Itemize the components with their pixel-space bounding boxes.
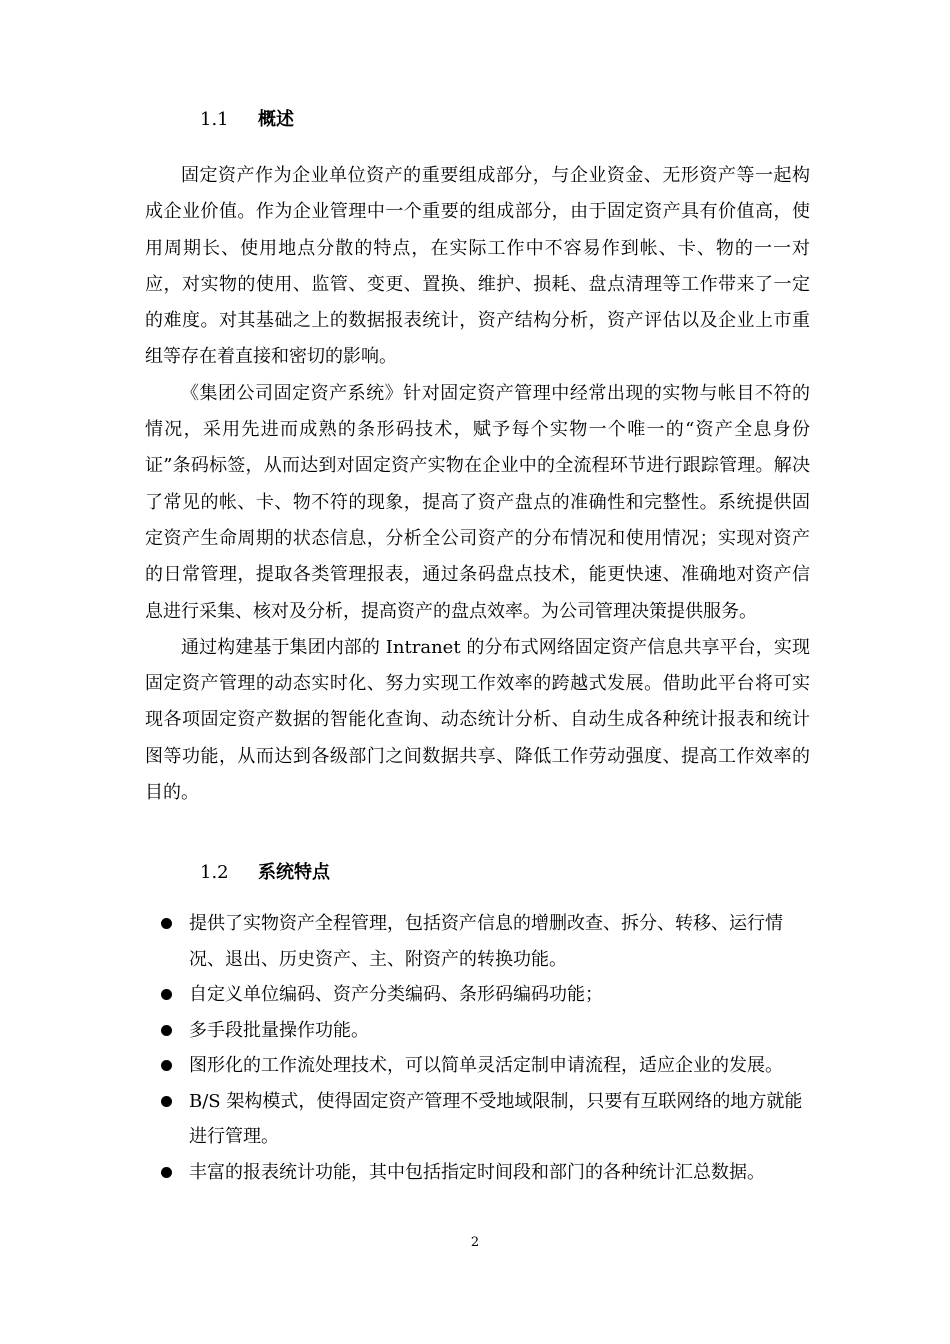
section-title: 系统特点 bbox=[258, 862, 330, 883]
paragraph: 通过构建基于集团内部的 Intranet 的分布式网络固定资产信息共享平台，实现固定资产管理的动态实时化、努力实现工作效率的跨越式发展。借助此平台将可实现各项固定资产数据的智能化查询、动态统计分析、自动生成各种统计报表和统计图等功能，从而达到各级部门之间数据共享、降低工作劳动强度、提高工作效率的目的。 bbox=[145, 636, 810, 804]
list-item bbox=[145, 906, 810, 977]
feature-list bbox=[145, 906, 810, 1190]
section-heading-overview bbox=[200, 107, 294, 133]
list-item bbox=[145, 977, 810, 1013]
list-item-text: 丰富的报表统计功能，其中包括指定时间段和部门的各种统计汇总数据。 bbox=[189, 1161, 765, 1183]
overview-body bbox=[145, 158, 810, 811]
bullet-icon bbox=[161, 918, 172, 929]
section-number: 1.2 bbox=[200, 862, 229, 883]
bullet-icon bbox=[161, 989, 172, 1000]
bullet-icon bbox=[161, 1096, 172, 1107]
bullet-icon bbox=[161, 1060, 172, 1071]
section-heading-features bbox=[200, 860, 330, 886]
list-item-text: B/S 架构模式，使得固定资产管理不受地域限制，只要有互联网络的地方就能进行管理。 bbox=[189, 1090, 803, 1147]
section-title: 概述 bbox=[258, 109, 294, 130]
bullet-icon bbox=[161, 1167, 172, 1178]
list-item-text: 图形化的工作流处理技术，可以简单灵活定制申请流程，适应企业的发展。 bbox=[189, 1055, 783, 1076]
list-item bbox=[145, 1013, 810, 1049]
paragraph: 《集团公司固定资产系统》针对固定资产管理中经常出现的实物与帐目不符的情况，采用先进而成熟的条形码技术，赋予每个实物一个唯一的“资产全息身份证”条码标签，从而达到对固定资产实物在企业中的全流程环节进行跟踪管理。解决了常见的帐、卡、物不符的现象，提高了资产盘点的准确性和完整性。系统提供固定资产生命周期的状态信息，分析全公司资产的分布情况和使用情况；实现对资产的日常管理，提取各类管理报表，通过条码盘点技术，能更快速、准确地对资产信息进行采集、核对及分析，提高资产的盘点效率。为公司管理决策提供服务。 bbox=[145, 382, 810, 622]
list-item bbox=[145, 1084, 810, 1155]
paragraph: 固定资产作为企业单位资产的重要组成部分，与企业资金、无形资产等一起构成企业价值。作为企业管理中一个重要的组成部分，由于固定资产具有价值高，使用周期长、使用地点分散的特点，在实际工作中不容易作到帐、卡、物的一一对应，对实物的使用、监管、变更、置换、维护、损耗、盘点清理等工作带来了一定的难度。对其基础之上的数据报表统计，资产结构分析，资产评估以及企业上市重组等存在着直接和密切的影响。 bbox=[145, 165, 810, 368]
list-item bbox=[145, 1155, 810, 1191]
section-number: 1.1 bbox=[200, 109, 229, 130]
list-item-text: 自定义单位编码、资产分类编码、条形码编码功能； bbox=[189, 984, 603, 1005]
bullet-icon bbox=[161, 1025, 172, 1036]
list-item-text: 提供了实物资产全程管理，包括资产信息的增删改查、拆分、转移、运行情况、退出、历史资产、主、附资产的转换功能。 bbox=[189, 913, 783, 970]
page-number: 2 bbox=[470, 1235, 480, 1250]
list-item bbox=[145, 1048, 810, 1084]
list-item-text: 多手段批量操作功能。 bbox=[189, 1019, 369, 1041]
